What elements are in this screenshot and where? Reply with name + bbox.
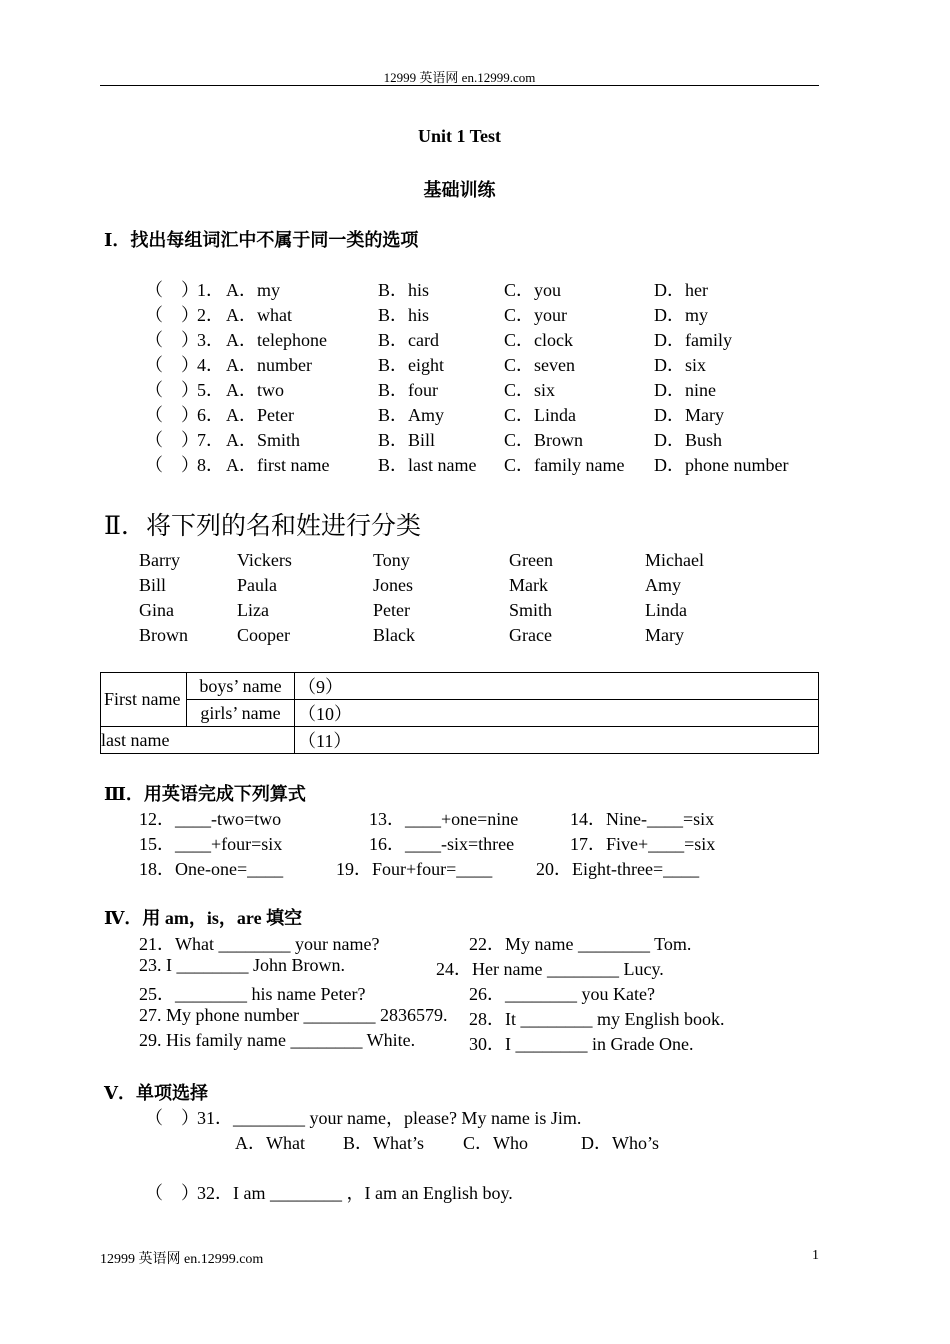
name-item: Bill [139, 575, 167, 595]
math-item: 16．____-six=three [369, 834, 515, 854]
option-d: D．Bush [654, 430, 723, 450]
option-b: B．four [378, 380, 438, 400]
option-b: B．What’s [343, 1133, 424, 1153]
question-number: 2． [197, 305, 224, 325]
last-name-cell: last name [101, 727, 295, 754]
option-d: D．her [654, 280, 708, 300]
option-b: B．last name [378, 455, 477, 475]
option-c: C．seven [504, 355, 575, 375]
page-footer: 12999 英语网 en.12999.com [100, 1252, 264, 1267]
answer-paren[interactable]: （ ） [145, 330, 199, 350]
option-b: B．card [378, 330, 439, 350]
option-c: C．Linda [504, 405, 576, 425]
math-item: 12．____-two=two [139, 809, 282, 829]
option-b: B．his [378, 305, 430, 325]
option-b: B．Bill [378, 430, 436, 450]
name-item: Brown [139, 625, 188, 645]
name-item: Mark [509, 575, 548, 595]
fill-item: 22．My name ________ Tom. [469, 934, 692, 954]
name-item: Green [509, 550, 553, 570]
question-31: 31．________ your name，please? My name is Jim. [197, 1108, 582, 1128]
answer-paren[interactable]: （ ） [145, 355, 199, 375]
fill-item: 21．What ________ your name? [139, 934, 380, 954]
answer-paren[interactable]: （ ） [145, 280, 199, 300]
name-item: Linda [645, 600, 687, 620]
question-number: 6． [197, 405, 224, 425]
page-title: Unit 1 Test [417, 126, 502, 146]
math-item: 19．Four+four=____ [336, 859, 493, 879]
option-c: C．Who [463, 1133, 528, 1153]
answer-paren[interactable]: （ ） [145, 430, 199, 450]
question-number: 3． [197, 330, 224, 350]
name-item: Barry [139, 550, 180, 570]
option-d: D．phone number [654, 455, 789, 475]
page-number: 1 [812, 1248, 819, 1263]
name-item: Michael [645, 550, 704, 570]
fill-item: 24．Her name ________ Lucy. [436, 959, 664, 979]
page-header: 12999 英语网 en.12999.com [383, 70, 536, 85]
math-item: 17．Five+____=six [570, 834, 716, 854]
option-c: C．clock [504, 330, 573, 350]
option-a: A．what [226, 305, 292, 325]
boys-name-cell: boys’ name [187, 673, 295, 700]
math-item: 20．Eight-three=____ [536, 859, 700, 879]
option-b: B．his [378, 280, 430, 300]
option-a: A．first name [226, 455, 330, 475]
option-a: A．What [235, 1133, 305, 1153]
option-d: D．family [654, 330, 732, 350]
option-d: D．Mary [654, 405, 724, 425]
question-number: 4． [197, 355, 224, 375]
option-d: D．my [654, 305, 708, 325]
fill-item: 25．________ his name Peter? [139, 984, 366, 1004]
name-item: Vickers [237, 550, 292, 570]
option-b: B．eight [378, 355, 444, 375]
question-number: 7． [197, 430, 224, 450]
math-item: 13．____+one=nine [369, 809, 519, 829]
option-a: A．telephone [226, 330, 327, 350]
math-item: 15．____+four=six [139, 834, 283, 854]
option-d: D．six [654, 355, 707, 375]
answer-paren[interactable]: （ ） [145, 380, 199, 400]
option-d: D．nine [654, 380, 716, 400]
name-item: Gina [139, 600, 174, 620]
option-a: A．two [226, 380, 284, 400]
first-name-cell: First name [101, 673, 187, 727]
question-number: 5． [197, 380, 224, 400]
question-number: 1． [197, 280, 224, 300]
page-subtitle: 基础训练 [423, 180, 496, 200]
name-item: Liza [237, 600, 269, 620]
answer-paren[interactable]: （ ） [145, 455, 199, 475]
name-item: Amy [645, 575, 681, 595]
option-d: D．Who’s [581, 1133, 659, 1153]
name-item: Mary [645, 625, 684, 645]
fill-item: 30．I ________ in Grade One. [469, 1034, 694, 1054]
option-c: C．you [504, 280, 562, 300]
option-a: A．number [226, 355, 312, 375]
name-item: Cooper [237, 625, 290, 645]
classification-table [100, 672, 819, 754]
answer-paren[interactable]: （ ） [145, 1108, 199, 1128]
name-item: Paula [237, 575, 277, 595]
fill-item: 29. His family name ________ White. [139, 1030, 416, 1050]
fill-item: 26．________ you Kate? [469, 984, 655, 1004]
option-a: A．Peter [226, 405, 294, 425]
name-item: Peter [373, 600, 410, 620]
answer-blank-10[interactable]: （10） [295, 700, 819, 727]
math-item: 18．One-one=____ [139, 859, 284, 879]
section-3-heading: Ⅲ．用英语完成下列算式 [104, 784, 306, 804]
section-1-heading: Ⅰ．找出每组词汇中不属于同一类的选项 [104, 230, 419, 250]
name-item: Black [373, 625, 415, 645]
option-b: B．Amy [378, 405, 445, 425]
answer-blank-9[interactable]: （9） [295, 673, 819, 700]
name-item: Grace [509, 625, 552, 645]
answer-paren[interactable]: （ ） [145, 1183, 199, 1203]
name-item: Smith [509, 600, 553, 620]
question-number: 8． [197, 455, 224, 475]
girls-name-cell: girls’ name [187, 700, 295, 727]
option-a: A．my [226, 280, 280, 300]
section-5-heading: Ⅴ．单项选择 [104, 1083, 208, 1103]
answer-paren[interactable]: （ ） [145, 305, 199, 325]
math-item: 14．Nine-____=six [570, 809, 715, 829]
name-item: Tony [373, 550, 410, 570]
header-divider [100, 85, 819, 86]
fill-item: 28．It ________ my English book. [469, 1009, 725, 1029]
name-item: Jones [373, 575, 413, 595]
option-c: C．your [504, 305, 567, 325]
option-c: C．six [504, 380, 556, 400]
option-c: C．family name [504, 455, 625, 475]
answer-blank-11[interactable]: （11） [295, 727, 819, 754]
option-c: C．Brown [504, 430, 584, 450]
question-32: 32．I am ________ ，I am an English boy. [197, 1183, 513, 1203]
section-4-heading: Ⅳ．用 am，is，are 填空 [104, 908, 303, 928]
fill-item: 27. My phone number ________ 2836579. [139, 1005, 448, 1025]
option-a: A．Smith [226, 430, 301, 450]
section-2-heading: Ⅱ．将下列的名和姓进行分类 [104, 513, 421, 540]
answer-paren[interactable]: （ ） [145, 405, 199, 425]
fill-item: 23. I ________ John Brown. [139, 955, 345, 975]
